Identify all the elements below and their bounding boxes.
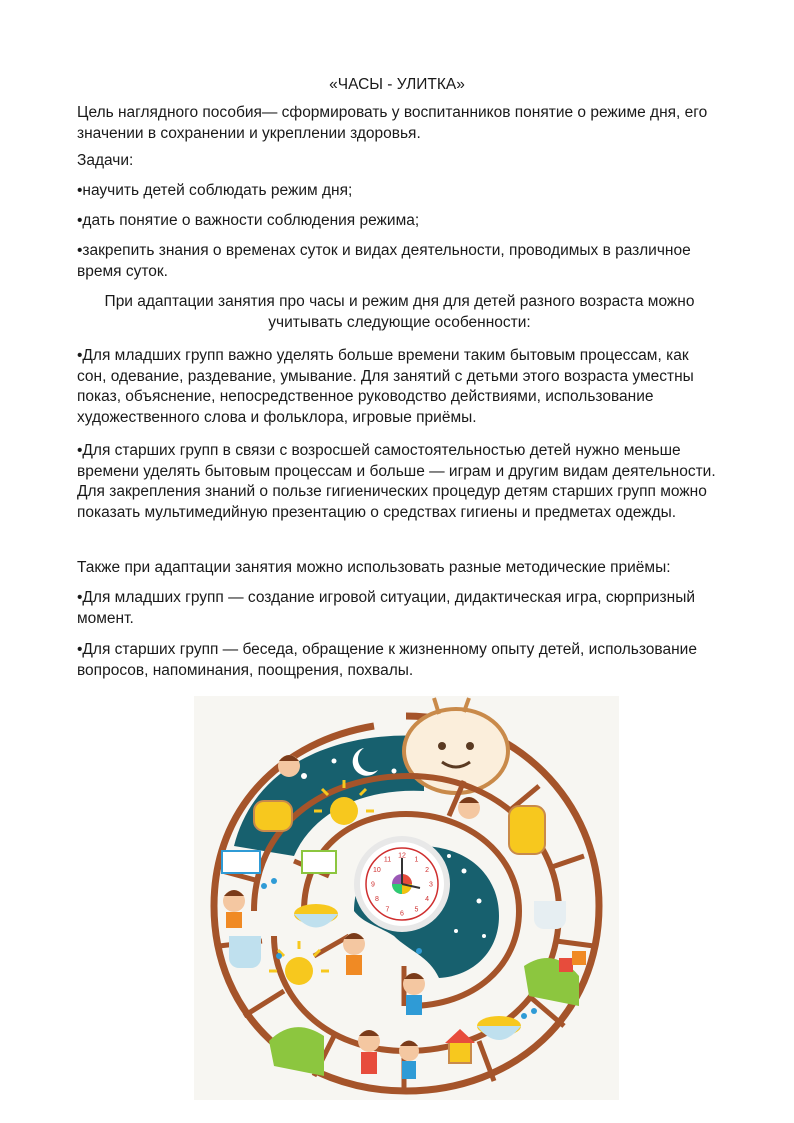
- clock-number: 12: [398, 852, 406, 860]
- child-figure: [358, 1030, 380, 1074]
- task-item: •дать понятие о важности соблюдения режима;: [77, 212, 420, 229]
- toy-block: [559, 958, 573, 972]
- book-icon: [302, 851, 336, 873]
- task-item: •научить детей соблюдать режим дня;: [77, 182, 353, 199]
- clock-number: 1: [414, 856, 419, 864]
- adaptation-point: •Для старших групп в связи с возросшей самостоятельностью детей нужно меньше времени уделять бытовым процессам и больше — играм и другим видам деятельности. Для закрепления знаний о пользе гигиенических процедур детям старших групп можно показать мультимедийную презентацию о средствах гигиены и предметах одежды.: [77, 442, 716, 521]
- clock-number: 6: [400, 910, 404, 918]
- adaptation-point: •Для младших групп важно уделять больше времени таким бытовым процессам, как сон, одевание, раздевание, умывание. Для занятий с детьми этого возраста уместны показ, объяснение, непосредственное руководство действиями, использование художественного слова и фольклора, игровые приёмы.: [77, 347, 694, 426]
- house-roof: [445, 1029, 475, 1043]
- cup-icon: [229, 936, 261, 968]
- child-figure: [458, 797, 480, 819]
- bowl-icon: [294, 914, 338, 928]
- clock-number: 8: [374, 896, 379, 903]
- clock: [357, 839, 447, 929]
- method-item: •Для младших групп — создание игровой ситуации, дидактическая игра, сюрпризный момент.: [77, 589, 696, 627]
- child-figure: [223, 890, 245, 928]
- adaptation-intro: При адаптации занятия про часы и режим дня для детей разного возраста можно учитывать следующие особенности:: [104, 293, 695, 331]
- clock-number: 2: [425, 867, 430, 874]
- methods-intro: Также при адаптации занятия можно использовать разные методические приёмы:: [77, 559, 671, 576]
- page-title: «ЧАСЫ - УЛИТКА»: [329, 76, 465, 93]
- tasks-heading: Задачи:: [77, 152, 134, 169]
- clock-number: 11: [383, 856, 392, 864]
- clock-number: 3: [429, 881, 433, 889]
- clock-number: 5: [414, 906, 419, 914]
- clock-number: 4: [425, 896, 430, 903]
- snail-clock-illustration: [194, 696, 619, 1100]
- grass: [269, 1027, 324, 1076]
- child-figure: [278, 755, 300, 777]
- clock-number: 10: [373, 867, 381, 874]
- cup-icon: [534, 901, 566, 929]
- bed-icon: [254, 801, 292, 831]
- clock-number: 7: [385, 906, 390, 914]
- toy-block: [572, 951, 586, 965]
- task-item: •закрепить знания о временах суток и видах деятельности, проводимых в различное время суток.: [77, 242, 691, 280]
- house-icon: [449, 1041, 471, 1063]
- bed-icon: [509, 806, 545, 854]
- clock-number: 9: [371, 881, 375, 889]
- child-figure: [343, 933, 365, 975]
- book-icon: [222, 851, 260, 873]
- goal-paragraph: Цель наглядного пособия— сформировать у воспитанников понятие о режиме дня, его значении в сохранении и укреплении здоровья.: [77, 104, 708, 142]
- bowl-icon: [477, 1026, 521, 1040]
- method-item: •Для старших групп — беседа, обращение к жизненному опыту детей, использование вопросов, напоминания, поощрения, похвалы.: [77, 641, 697, 679]
